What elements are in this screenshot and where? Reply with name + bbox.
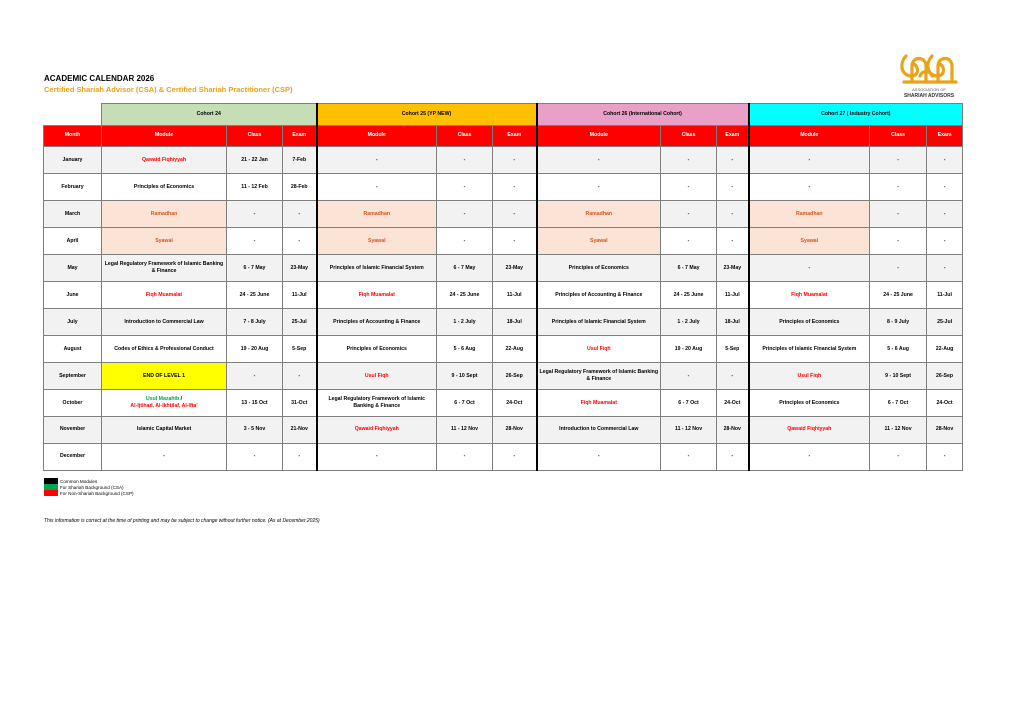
exam-cell: - <box>717 147 749 174</box>
module-cell: Islamic Capital Market <box>102 417 227 444</box>
exam-cell: 23-May <box>493 255 537 282</box>
page-title: ACADEMIC CALENDAR 2026 <box>44 74 155 83</box>
table-row <box>44 228 963 255</box>
exam-cell: - <box>927 174 963 201</box>
module-cell: Usul Fiqh <box>537 336 661 363</box>
exam-cell: - <box>493 228 537 255</box>
exam-cell: 28-Nov <box>717 417 749 444</box>
module-cell: - <box>537 443 661 470</box>
exam-cell: 22-Aug <box>493 336 537 363</box>
class-cell: 1 - 2 July <box>661 309 717 336</box>
module-cell: Fiqh Muamalat <box>749 282 870 309</box>
month-cell: August <box>44 336 102 363</box>
table-row <box>44 390 963 417</box>
class-cell: 19 - 20 Aug <box>661 336 717 363</box>
month-cell: September <box>44 363 102 390</box>
exam-cell: 18-Jul <box>493 309 537 336</box>
exam-cell: 25-Jul <box>927 309 963 336</box>
month-cell: March <box>44 201 102 228</box>
cohort-24-header: Cohort 24 <box>102 104 317 126</box>
module-cell: - <box>102 443 227 470</box>
exam-cell: 11-Jul <box>927 282 963 309</box>
class-cell: 21 - 22 Jan <box>227 147 283 174</box>
class-cell: - <box>437 201 493 228</box>
module-cell: Principles of Islamic Financial System <box>537 309 661 336</box>
logo-text-main: SHARIAH ADVISORS <box>903 93 955 99</box>
table-row <box>44 336 963 363</box>
exam-cell: - <box>493 443 537 470</box>
class-cell: 1 - 2 July <box>437 309 493 336</box>
class-cell: 24 - 25 June <box>661 282 717 309</box>
class-cell: 11 - 12 Feb <box>227 174 283 201</box>
class-cell: - <box>661 443 717 470</box>
module-cell: Ramadhan <box>102 201 227 228</box>
table-row <box>44 147 963 174</box>
exam-cell: - <box>927 228 963 255</box>
exam-cell: - <box>927 443 963 470</box>
exam-cell: 25-Jul <box>283 309 317 336</box>
month-cell: July <box>44 309 102 336</box>
module-cell: Principles of Economics <box>102 174 227 201</box>
exam-col-header: Exam <box>717 125 749 147</box>
table-row <box>44 309 963 336</box>
module-cell: - <box>749 443 870 470</box>
exam-cell: - <box>717 363 749 390</box>
module-csa-part: Usul Mazahib <box>145 395 180 402</box>
class-col-header: Class <box>870 125 927 147</box>
class-cell: 9 - 10 Sept <box>437 363 493 390</box>
exam-cell: 23-May <box>283 255 317 282</box>
month-cell: June <box>44 282 102 309</box>
module-csp-part: Al-Ijtihad, Al-Ikhtilaf, Al-Ifta' <box>130 403 198 409</box>
exam-cell: 26-Sep <box>927 363 963 390</box>
month-cell: May <box>44 255 102 282</box>
class-cell: 19 - 20 Aug <box>227 336 283 363</box>
class-cell: - <box>661 201 717 228</box>
class-cell: - <box>437 147 493 174</box>
table-row <box>44 417 963 444</box>
module-cell <box>102 390 227 417</box>
module-cell: - <box>317 174 437 201</box>
exam-cell: - <box>493 201 537 228</box>
month-cell: January <box>44 147 102 174</box>
class-cell: 5 - 6 Aug <box>870 336 927 363</box>
module-cell: Syawal <box>102 228 227 255</box>
module-cell: Ramadhan <box>749 201 870 228</box>
exam-cell: - <box>927 201 963 228</box>
class-cell: 7 - 8 July <box>227 309 283 336</box>
month-cell: November <box>44 417 102 444</box>
module-cell: Qawaid Fiqhiyyah <box>749 417 870 444</box>
table-row <box>44 255 963 282</box>
legend-label: Common Modules <box>60 478 98 484</box>
exam-cell: - <box>927 147 963 174</box>
class-cell: 24 - 25 June <box>870 282 927 309</box>
module-cell: Qawaid Fiqhiyyah <box>317 417 437 444</box>
module-cell: Introduction to Commercial Law <box>102 309 227 336</box>
blank-corner <box>44 104 102 126</box>
exam-cell: 11-Jul <box>493 282 537 309</box>
page-subtitle: Certified Shariah Advisor (CSA) & Certified Shariah Practitioner (CSP) <box>44 85 293 94</box>
exam-cell: 26-Sep <box>493 363 537 390</box>
exam-cell: 18-Jul <box>717 309 749 336</box>
module-cell: Principles of Islamic Financial System <box>317 255 437 282</box>
table-row <box>44 443 963 470</box>
class-cell: - <box>227 201 283 228</box>
class-cell: - <box>227 363 283 390</box>
exam-cell: - <box>283 201 317 228</box>
module-col-header: Module <box>317 125 437 147</box>
exam-cell: 5-Sep <box>717 336 749 363</box>
module-cell: Legal Regulatory Framework of Islamic Banking & Finance <box>102 255 227 282</box>
class-cell: 11 - 12 Nov <box>437 417 493 444</box>
exam-cell: - <box>283 363 317 390</box>
exam-cell: 11-Jul <box>717 282 749 309</box>
class-cell: 6 - 7 May <box>437 255 493 282</box>
module-cell: Fiqh Muamalat <box>102 282 227 309</box>
table-row <box>44 174 963 201</box>
class-cell: 3 - 5 Nov <box>227 417 283 444</box>
class-cell: - <box>870 174 927 201</box>
class-col-header: Class <box>227 125 283 147</box>
exam-cell: 5-Sep <box>283 336 317 363</box>
module-cell: - <box>317 147 437 174</box>
module-cell: - <box>749 174 870 201</box>
class-col-header: Class <box>661 125 717 147</box>
module-cell: Introduction to Commercial Law <box>537 417 661 444</box>
module-cell: Syawal <box>317 228 437 255</box>
table-row <box>44 282 963 309</box>
exam-cell: 24-Oct <box>493 390 537 417</box>
exam-cell: 24-Oct <box>927 390 963 417</box>
month-cell: April <box>44 228 102 255</box>
module-cell: Principles of Economics <box>749 309 870 336</box>
module-cell: Fiqh Muamalat <box>537 390 661 417</box>
class-cell: - <box>437 443 493 470</box>
module-cell: Legal Regulatory Framework of Islamic Banking & Finance <box>317 390 437 417</box>
legend-label: For Non-Shariah Background (CSP) <box>60 490 134 496</box>
module-cell: Fiqh Muamalat <box>317 282 437 309</box>
class-cell: - <box>661 228 717 255</box>
class-cell: - <box>661 147 717 174</box>
cohort-25-header: Cohort 25 (YP NEW) <box>317 104 537 126</box>
calendar-table <box>43 103 963 471</box>
module-cell: - <box>749 255 870 282</box>
exam-cell: 22-Aug <box>927 336 963 363</box>
exam-cell: - <box>927 255 963 282</box>
class-cell: - <box>661 174 717 201</box>
exam-cell: 31-Oct <box>283 390 317 417</box>
class-cell: - <box>870 228 927 255</box>
legend-label: For Shariah Background (CSA) <box>60 484 124 490</box>
class-cell: - <box>870 255 927 282</box>
module-cell: - <box>749 147 870 174</box>
exam-cell: - <box>717 201 749 228</box>
exam-cell: 28-Feb <box>283 174 317 201</box>
module-cell: Principles of Accounting & Finance <box>537 282 661 309</box>
exam-cell: 11-Jul <box>283 282 317 309</box>
module-cell: Ramadhan <box>317 201 437 228</box>
class-cell: - <box>227 228 283 255</box>
module-cell: Principles of Islamic Financial System <box>749 336 870 363</box>
footnote: This information is correct at the time of printing and may be subject to change without further notice. (As at December 2025) <box>44 518 320 524</box>
module-col-header: Module <box>749 125 870 147</box>
exam-cell: 28-Nov <box>927 417 963 444</box>
module-cell: Usul Fiqh <box>749 363 870 390</box>
module-cell: Syawal <box>749 228 870 255</box>
class-cell: 11 - 12 Nov <box>870 417 927 444</box>
exam-cell: 28-Nov <box>493 417 537 444</box>
month-cell: December <box>44 443 102 470</box>
exam-cell: - <box>283 228 317 255</box>
module-col-header: Module <box>102 125 227 147</box>
module-cell: - <box>537 147 661 174</box>
module-cell: Usul Fiqh <box>317 363 437 390</box>
month-col-header: Month <box>44 125 102 147</box>
class-cell: 11 - 12 Nov <box>661 417 717 444</box>
legend <box>44 478 134 496</box>
exam-cell: - <box>717 228 749 255</box>
exam-cell: 23-May <box>717 255 749 282</box>
class-cell: 6 - 7 Oct <box>437 390 493 417</box>
module-cell: Ramadhan <box>537 201 661 228</box>
exam-cell: 7-Feb <box>283 147 317 174</box>
module-cell: Principles of Accounting & Finance <box>317 309 437 336</box>
association-logo <box>896 48 962 104</box>
class-cell: - <box>227 443 283 470</box>
exam-col-header: Exam <box>927 125 963 147</box>
exam-col-header: Exam <box>493 125 537 147</box>
legend-swatch-csp <box>44 490 58 496</box>
class-cell: 6 - 7 May <box>227 255 283 282</box>
class-cell: 6 - 7 May <box>661 255 717 282</box>
exam-col-header: Exam <box>283 125 317 147</box>
exam-cell: - <box>717 174 749 201</box>
module-cell: - <box>317 443 437 470</box>
cohort-27-header: Cohort 27 ( Industry Cohort) <box>749 104 963 126</box>
module-cell: - <box>537 174 661 201</box>
class-cell: 13 - 15 Oct <box>227 390 283 417</box>
class-cell: 24 - 25 June <box>437 282 493 309</box>
class-cell: - <box>870 201 927 228</box>
class-cell: 24 - 25 June <box>227 282 283 309</box>
class-col-header: Class <box>437 125 493 147</box>
exam-cell: - <box>493 147 537 174</box>
module-cell: Qawaid Fiqhiyyah <box>102 147 227 174</box>
cohort-26-header: Cohort 26 (International Cohort) <box>537 104 749 126</box>
module-cell: Principles of Economics <box>317 336 437 363</box>
table-row <box>44 201 963 228</box>
module-cell: END OF LEVEL 1 <box>102 363 227 390</box>
exam-cell: - <box>493 174 537 201</box>
module-cell: Legal Regulatory Framework of Islamic Banking & Finance <box>537 363 661 390</box>
module-cell: Principles of Economics <box>749 390 870 417</box>
module-cell: Codes of Ethics & Professional Conduct <box>102 336 227 363</box>
logo-text-top: ASSOCIATION OF <box>912 87 946 92</box>
table-row <box>44 363 963 390</box>
class-cell: - <box>437 174 493 201</box>
month-cell: February <box>44 174 102 201</box>
class-cell: - <box>870 147 927 174</box>
module-separator: / <box>179 395 183 402</box>
class-cell: 6 - 7 Oct <box>661 390 717 417</box>
month-cell: October <box>44 390 102 417</box>
class-cell: 6 - 7 Oct <box>870 390 927 417</box>
exam-cell: - <box>283 443 317 470</box>
exam-cell: 24-Oct <box>717 390 749 417</box>
exam-cell: - <box>717 443 749 470</box>
class-cell: 8 - 9 July <box>870 309 927 336</box>
class-cell: - <box>437 228 493 255</box>
class-cell: 9 - 10 Sept <box>870 363 927 390</box>
exam-cell: 21-Nov <box>283 417 317 444</box>
module-cell: Principles of Economics <box>537 255 661 282</box>
module-cell: Syawal <box>537 228 661 255</box>
class-cell: - <box>870 443 927 470</box>
module-col-header: Module <box>537 125 661 147</box>
class-cell: 5 - 6 Aug <box>437 336 493 363</box>
class-cell: - <box>661 363 717 390</box>
legend-item <box>44 490 134 496</box>
